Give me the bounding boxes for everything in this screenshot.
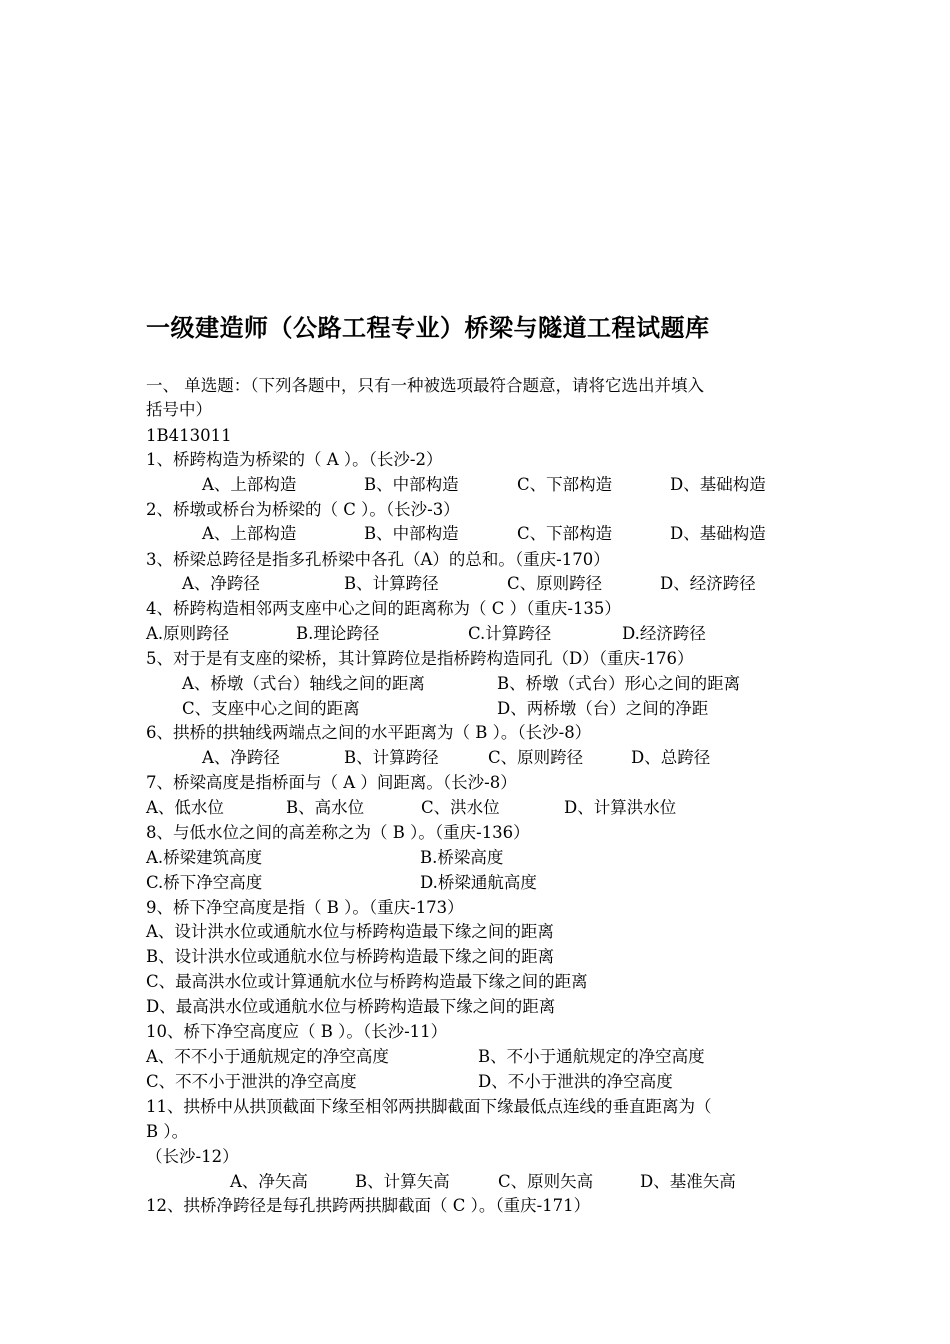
question-8-option-a: A.桥梁建筑高度 [146, 848, 263, 867]
question-3-option-a: A、净跨径 [182, 574, 260, 593]
question-3-option-c: C、原则跨径 [507, 574, 603, 593]
question-9-option-a: A、设计洪水位或通航水位与桥跨构造最下缘之间的距离 [146, 922, 554, 941]
document-title: 一级建造师（公路工程专业）桥梁与隧道工程试题库 [146, 314, 710, 342]
question-3-option-b: B、计算跨径 [344, 574, 439, 593]
question-4-option-d: D.经济跨径 [622, 624, 706, 643]
question-1-option-a: A、上部构造 [202, 475, 297, 494]
question-10-stem: 10、桥下净空高度应（ B ）。（长沙-11） [146, 1022, 448, 1041]
question-12-stem: 12、拱桥净跨径是每孔拱跨两拱脚截面（ C ）。（重庆-171） [146, 1196, 591, 1215]
question-11-source: （长沙-12） [146, 1147, 239, 1166]
question-8-option-b: B.桥梁高度 [420, 848, 504, 867]
question-6-option-b: B、计算跨径 [344, 748, 439, 767]
question-11-option-a: A、净矢高 [230, 1172, 308, 1191]
question-5-option-b: B、桥墩（式台）形心之间的距离 [497, 674, 741, 693]
section-heading: 一、 单选题：（下列各题中，只有一种被选项最符合题意，请将它选出并填入 [146, 376, 704, 395]
question-6-option-d: D、总跨径 [631, 748, 711, 767]
question-10-option-c: C、不不小于泄洪的净空高度 [146, 1072, 357, 1091]
question-2-option-c: C、下部构造 [517, 524, 613, 543]
question-6-option-c: C、原则跨径 [488, 748, 584, 767]
question-2-stem: 2、桥墩或桥台为桥梁的（ C ）。（长沙-3） [146, 500, 460, 519]
question-11-option-c: C、原则矢高 [498, 1172, 594, 1191]
question-11-stem: 11、拱桥中从拱顶截面下缘至相邻两拱脚截面下缘最低点连线的垂直距离为（ [146, 1097, 712, 1116]
question-10-option-b: B、不小于通航规定的净空高度 [478, 1047, 705, 1066]
question-7-option-d: D、计算洪水位 [564, 798, 677, 817]
question-6-option-a: A、净跨径 [202, 748, 280, 767]
question-4-option-c: C.计算跨径 [468, 624, 552, 643]
question-5-option-d: D、两桥墩（台）之间的净距 [497, 699, 709, 718]
question-9-option-d: D、最高洪水位或通航水位与桥跨构造最下缘之间的距离 [146, 997, 556, 1016]
question-7-option-b: B、高水位 [286, 798, 365, 817]
question-10-option-d: D、不小于泄洪的净空高度 [478, 1072, 673, 1091]
question-1-option-c: C、下部构造 [517, 475, 613, 494]
question-2-option-b: B、中部构造 [364, 524, 459, 543]
question-7-stem: 7、桥梁高度是指桥面与（ A ）间距离。（长沙-8） [146, 773, 517, 792]
question-1-stem: 1、桥跨构造为桥梁的（ A ）。（长沙-2） [146, 450, 443, 469]
question-11-stem-cont: B ）。 [146, 1122, 189, 1141]
question-11-option-d: D、基准矢高 [640, 1172, 736, 1191]
section-heading-cont: 括号中） [146, 400, 212, 419]
question-9-option-b: B、设计洪水位或通航水位与桥跨构造最下缘之间的距离 [146, 947, 555, 966]
question-7-option-a: A、低水位 [146, 798, 224, 817]
question-8-stem: 8、与低水位之间的高差称之为（ B ）。（重庆-136） [146, 823, 530, 842]
question-5-option-c: C、支座中心之间的距离 [182, 699, 360, 718]
question-3-option-d: D、经济跨径 [660, 574, 756, 593]
question-5-stem: 5、对于是有支座的梁桥，其计算跨位是指桥跨构造同孔（D）（重庆-176） [146, 649, 694, 668]
question-4-option-b: B.理论跨径 [296, 624, 380, 643]
question-7-option-c: C、洪水位 [421, 798, 500, 817]
question-6-stem: 6、拱桥的拱轴线两端点之间的水平距离为（ B ）。（长沙-8） [146, 723, 592, 742]
question-4-stem: 4、桥跨构造相邻两支座中心之间的距离称为（ C ）（重庆-135） [146, 599, 621, 618]
question-3-stem: 3、桥梁总跨径是指多孔桥梁中各孔（A）的总和。（重庆-170） [146, 550, 610, 569]
question-8-option-c: C.桥下净空高度 [146, 873, 263, 892]
question-9-stem: 9、桥下净空高度是指（ B ）。（重庆-173） [146, 898, 464, 917]
question-1-option-b: B、中部构造 [364, 475, 459, 494]
question-9-option-c: C、最高洪水位或计算通航水位与桥跨构造最下缘之间的距离 [146, 972, 588, 991]
question-2-option-a: A、上部构造 [202, 524, 297, 543]
question-10-option-a: A、不不小于通航规定的净空高度 [146, 1047, 389, 1066]
section-code: 1B413011 [146, 426, 232, 445]
question-1-option-d: D、基础构造 [670, 475, 766, 494]
question-4-option-a: A.原则跨径 [146, 624, 230, 643]
question-2-option-d: D、基础构造 [670, 524, 766, 543]
question-5-option-a: A、桥墩（式台）轴线之间的距离 [182, 674, 425, 693]
question-8-option-d: D.桥梁通航高度 [420, 873, 537, 892]
question-11-option-b: B、计算矢高 [355, 1172, 450, 1191]
